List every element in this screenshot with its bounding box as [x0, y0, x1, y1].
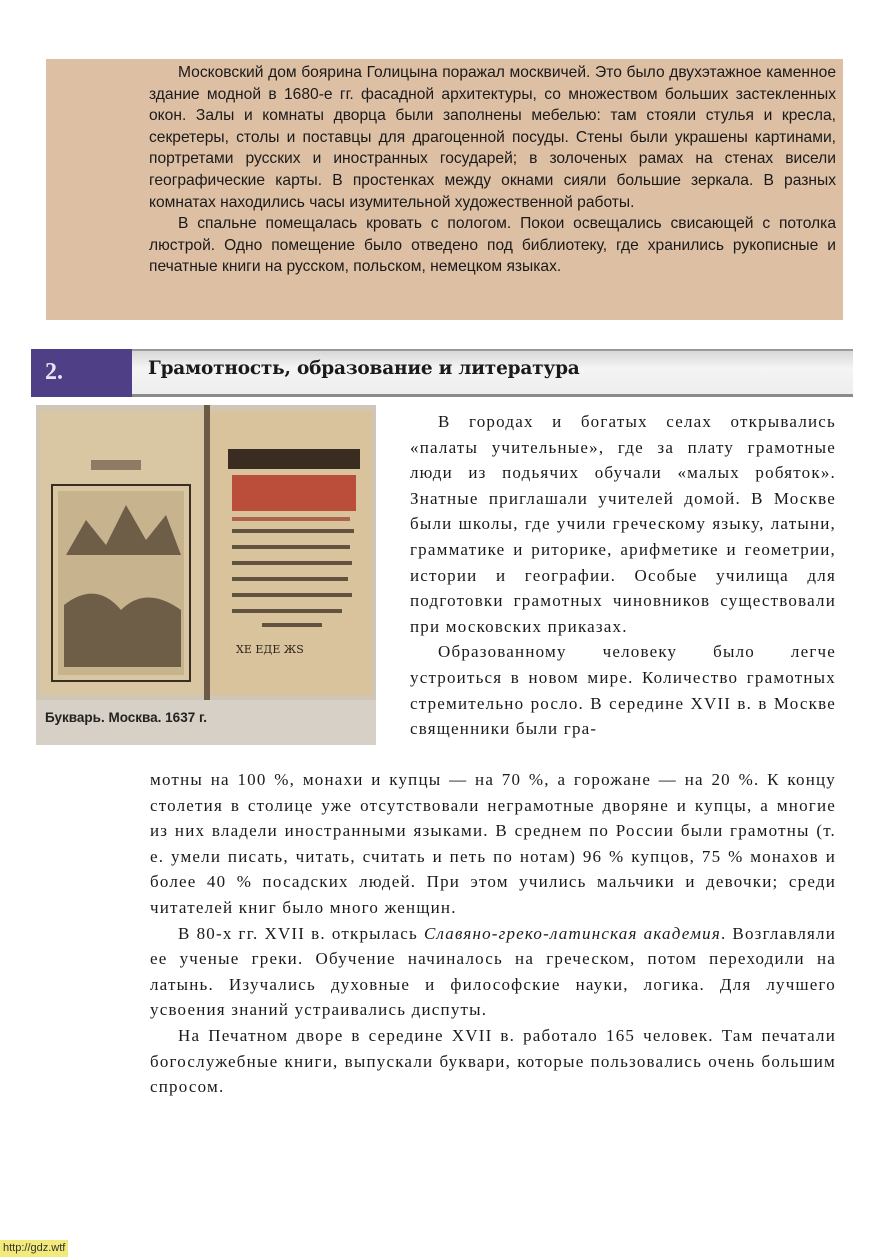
paragraph-literacy-start: Образованному человеку было легче устроиться в новом мире. Количество грамотных стремительно росло. В середине XVII в. в Москве священники были гра-: [410, 642, 836, 739]
primer-image: [36, 405, 376, 700]
academy-text-start: В 80-х гг. XVII в. открылась: [178, 923, 424, 943]
section-title: Грамотность, образование и литература: [148, 358, 580, 379]
figure-caption: Букварь. Москва. 1637 г.: [45, 710, 207, 725]
paragraph-printing-yard: На Печатном дворе в середине XVII в. работало 165 человек. Там печатали богослужебные книги, выпускали буквари, которые пользовались очень большим спросом.: [150, 1025, 836, 1097]
primer-figure: [36, 405, 376, 745]
academy-name: Славяно-греко-латинская академия: [423, 923, 721, 943]
text-column-narrow: [410, 409, 836, 742]
watermark-link[interactable]: http://gdz.wtf: [0, 1240, 68, 1257]
inset-text: [149, 62, 836, 278]
section-number: 2.: [31, 349, 132, 397]
paragraph-literacy-cont: мотны на 100 %, монахи и купцы — на 70 %, а горожане — на 20 %. К концу столетия в столице уже отсутствовали неграмотные дворяне и купцы, а многие из них владели иностранными языками. В среднем по России были грамотны (т. е. умели писать, читать, считать и петь по нотам) 96 % купцов, 75 % монахов и более 40 % посадских людей. При этом учились мальчики и девочки; среди читателей книг было много женщин.: [150, 770, 836, 917]
paragraph-academy: [150, 921, 836, 1023]
inset-paragraph-1: Московский дом боярина Голицына поражал москвичей. Это было двухэтажное каменное здание модной в 1680-е гг. фасадной архитектуры, со множеством больших застекленных окон. Залы и комнаты дворца были заполнены мебелью: там стояли стулья и кресла, секретеры, столы и поставцы для драгоценной посуды. Стены были украшены картинами, портретами русских и иностранных государей; в золоченых рамах на стенах висели географические карты. В простенках между окнами сияли большие зеркала. В разных комнатах находились часы изумительной художественной работы.: [149, 64, 836, 211]
inset-paragraph-2: В спальне помещалась кровать с пологом. Покои освещались свисающей с потолка люстрой. Одно помещение было отведено под библиотеку, где хранились рукописные и печатные книги на русском, польском, немецком языках.: [149, 215, 836, 276]
text-column-wide: [150, 767, 836, 1100]
primer-page-letters: ХЕ ЕДЕ ЖЅ: [236, 643, 304, 656]
paragraph-schools: В городах и богатых селах открывались «палаты учительные», где за плату грамотные люди из подьячих обучали «малых робяток». Знатные приглашали учителей домой. В Москве были школы, где учили греческому языку, латыни, грамматике и риторике, арифметике и геометрии, истории и географии. Особые училища для подготовки грамотных чиновников существовали при московских приказах.: [410, 412, 836, 636]
academy-text-end: . Возглавляли ее ученые греки. Обучение начиналось на греческом, потом переходили на латынь. Изучались духовные и философские науки, логика. Для лучшего усвоения знаний устраивались диспуты.: [150, 923, 837, 1020]
